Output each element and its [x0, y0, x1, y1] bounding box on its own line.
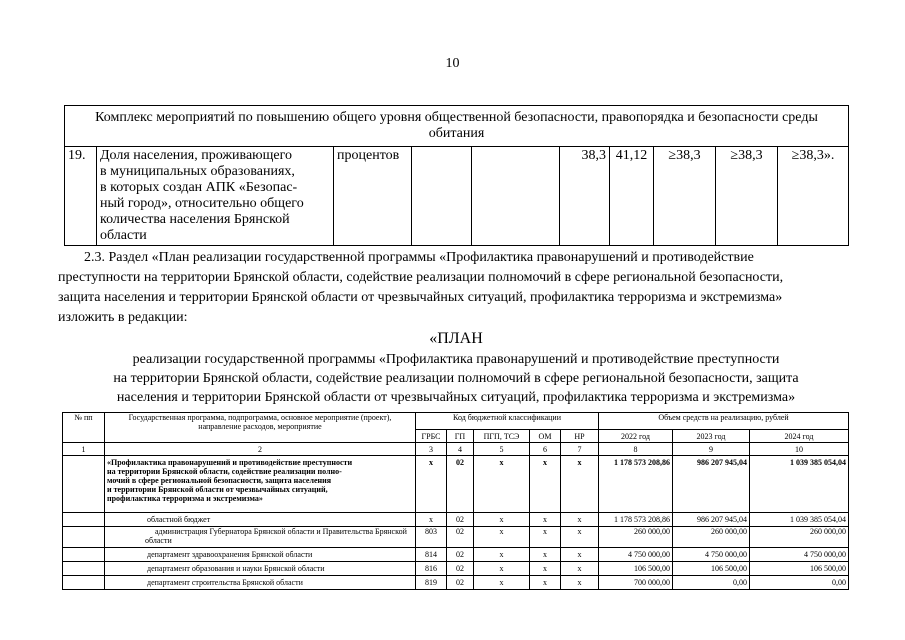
amount-2023: 986 207 945,04	[673, 456, 750, 513]
row-number: 19.	[65, 147, 97, 246]
indicator-unit: процентов	[334, 147, 412, 246]
program-row	[63, 456, 849, 513]
row-num-cell	[63, 548, 105, 562]
header-name: Государственная программа, подпрограмма, основное мероприятие (проект), направление расходов, мероприятие	[105, 413, 416, 443]
om-cell: х	[530, 513, 561, 527]
indicator-name-line: в которых создан АПК «Безопас-	[100, 180, 298, 195]
plan-heading: «ПЛАН	[429, 330, 483, 347]
header-2023: 2023 год	[673, 430, 750, 443]
column-number: 4	[447, 443, 474, 456]
om-cell: х	[530, 548, 561, 562]
program-name-line: профилактика терроризма и экстремизма»	[107, 494, 263, 503]
header-nr: НР	[561, 430, 599, 443]
header-num: № пп	[63, 413, 105, 443]
amount-2023: 106 500,00	[673, 562, 750, 576]
table-row	[63, 513, 849, 527]
amount-2024: 260 000,00	[750, 527, 849, 548]
indicator-name	[97, 147, 334, 246]
plan-title	[56, 329, 856, 407]
amount-2022: 1 178 573 208,86	[599, 456, 673, 513]
grbs-cell: х	[416, 456, 447, 513]
value-cell: ≥38,3	[654, 147, 716, 246]
body-paragraph	[58, 248, 848, 328]
column-number: 5	[474, 443, 530, 456]
plan-title-line: реализации государственной программы «Профилактика правонарушений и противодействие преступности	[132, 352, 780, 367]
paragraph-line: защита населения и территории Брянской области от чрезвычайных ситуаций, профилактика терроризма и экстремизма»	[58, 290, 783, 305]
column-number: 9	[673, 443, 750, 456]
gp-cell: 02	[447, 456, 474, 513]
paragraph-line: 2.3. Раздел «План реализации государственной программы «Профилактика правонарушений и противодействие	[84, 250, 754, 265]
column-number: 6	[530, 443, 561, 456]
header-volume: Объем средств на реализацию, рублей	[599, 413, 849, 430]
header-2022: 2022 год	[599, 430, 673, 443]
row-num-cell	[63, 576, 105, 590]
indicator-name-line: Доля населения, проживающего	[100, 148, 293, 163]
row-name: департамент строительства Брянской области	[105, 576, 416, 590]
page-number: 10	[445, 56, 460, 71]
column-number: 7	[561, 443, 599, 456]
indicator-name-line: в муниципальных образованиях,	[100, 164, 295, 179]
row-name: департамент образования и науки Брянской области	[105, 562, 416, 576]
program-name-line: «Профилактика правонарушений и противодействие преступности	[107, 458, 353, 467]
amount-2024: 1 039 385 054,04	[750, 513, 849, 527]
header-om: ОМ	[530, 430, 561, 443]
amount-2024: 106 500,00	[750, 562, 849, 576]
amount-2024: 1 039 385 054,04	[750, 456, 849, 513]
value-cell: 38,3	[560, 147, 610, 246]
nr-cell: х	[561, 513, 599, 527]
row-name: департамент здравоохранения Брянской области	[105, 548, 416, 562]
row-name: областной бюджет	[105, 513, 416, 527]
amount-2024: 0,00	[750, 576, 849, 590]
column-number: 1	[63, 443, 105, 456]
indicator-name-line: ный город», относительно общего	[100, 196, 304, 211]
amount-2024: 4 750 000,00	[750, 548, 849, 562]
value-cell	[472, 147, 560, 246]
amount-2022: 1 178 573 208,86	[599, 513, 673, 527]
amount-2022: 4 750 000,00	[599, 548, 673, 562]
grbs-cell: 819	[416, 576, 447, 590]
table-row	[63, 562, 849, 576]
amount-2023: 4 750 000,00	[673, 548, 750, 562]
value-cell	[412, 147, 472, 246]
value-cell: ≥38,3	[716, 147, 778, 246]
indicator-name-line: количества населения Брянской	[100, 212, 290, 227]
column-number: 3	[416, 443, 447, 456]
ppgp-cell: х	[474, 513, 530, 527]
table-row	[63, 527, 849, 548]
program-name	[105, 456, 416, 513]
ppgp-cell: х	[474, 562, 530, 576]
header-ppgp: ПГП, ТСЭ	[474, 430, 530, 443]
amount-2022: 106 500,00	[599, 562, 673, 576]
amount-2023: 986 207 945,04	[673, 513, 750, 527]
om-cell: х	[530, 576, 561, 590]
table-row	[63, 548, 849, 562]
gp-cell: 02	[447, 527, 474, 548]
nr-cell: х	[561, 456, 599, 513]
table-row	[63, 576, 849, 590]
header-gp: ГП	[447, 430, 474, 443]
paragraph-line: изложить в редакции:	[58, 310, 188, 325]
om-cell: х	[530, 456, 561, 513]
program-name-line: и территории Брянской области от чрезвычайных ситуаций,	[107, 485, 328, 494]
value-cell: ≥38,3».	[778, 147, 849, 246]
row-num-cell	[63, 456, 105, 513]
grbs-cell: 816	[416, 562, 447, 576]
row-num-cell	[63, 562, 105, 576]
row-name: администрация Губернатора Брянской области и Правительства Брянской области	[105, 527, 416, 548]
amount-2022: 260 000,00	[599, 527, 673, 548]
header-2024: 2024 год	[750, 430, 849, 443]
ppgp-cell: х	[474, 548, 530, 562]
column-number: 10	[750, 443, 849, 456]
plan-title-line: на территории Брянской области, содействие реализации полномочий в сфере региональной безопасности, защита	[113, 371, 799, 386]
grbs-cell: 814	[416, 548, 447, 562]
nr-cell: х	[561, 527, 599, 548]
om-cell: х	[530, 527, 561, 548]
header-grbs: ГРБС	[416, 430, 447, 443]
section-header: Комплекс мероприятий по повышению общего уровня общественной безопасности, правопорядка и безопасности среды обитания	[65, 106, 849, 147]
grbs-cell: 803	[416, 527, 447, 548]
column-number: 2	[105, 443, 416, 456]
ppgp-cell: х	[474, 456, 530, 513]
grbs-cell: х	[416, 513, 447, 527]
program-name-line: мочий в сфере региональной безопасности, защита населения	[107, 476, 332, 485]
column-number: 8	[599, 443, 673, 456]
plan-title-line: населения и территории Брянской области от чрезвычайных ситуаций, профилактика терроризма и экстремизма»	[116, 390, 796, 405]
value-cell: 41,12	[610, 147, 654, 246]
indicator-name-line: области	[100, 228, 147, 243]
nr-cell: х	[561, 576, 599, 590]
row-num-cell	[63, 527, 105, 548]
ppgp-cell: х	[474, 576, 530, 590]
nr-cell: х	[561, 548, 599, 562]
plan-table	[62, 412, 849, 590]
gp-cell: 02	[447, 562, 474, 576]
om-cell: х	[530, 562, 561, 576]
indicator-table	[64, 105, 849, 246]
gp-cell: 02	[447, 576, 474, 590]
header-code: Код бюджетной классификации	[416, 413, 599, 430]
amount-2023: 260 000,00	[673, 527, 750, 548]
ppgp-cell: х	[474, 527, 530, 548]
gp-cell: 02	[447, 513, 474, 527]
paragraph-line: преступности на территории Брянской области, содействие реализации полномочий в сфере региональной безопасности,	[58, 270, 784, 285]
amount-2023: 0,00	[673, 576, 750, 590]
gp-cell: 02	[447, 548, 474, 562]
row-num-cell	[63, 513, 105, 527]
program-name-line: на территории Брянской области, содействие реализации полно-	[107, 467, 342, 476]
nr-cell: х	[561, 562, 599, 576]
amount-2022: 700 000,00	[599, 576, 673, 590]
